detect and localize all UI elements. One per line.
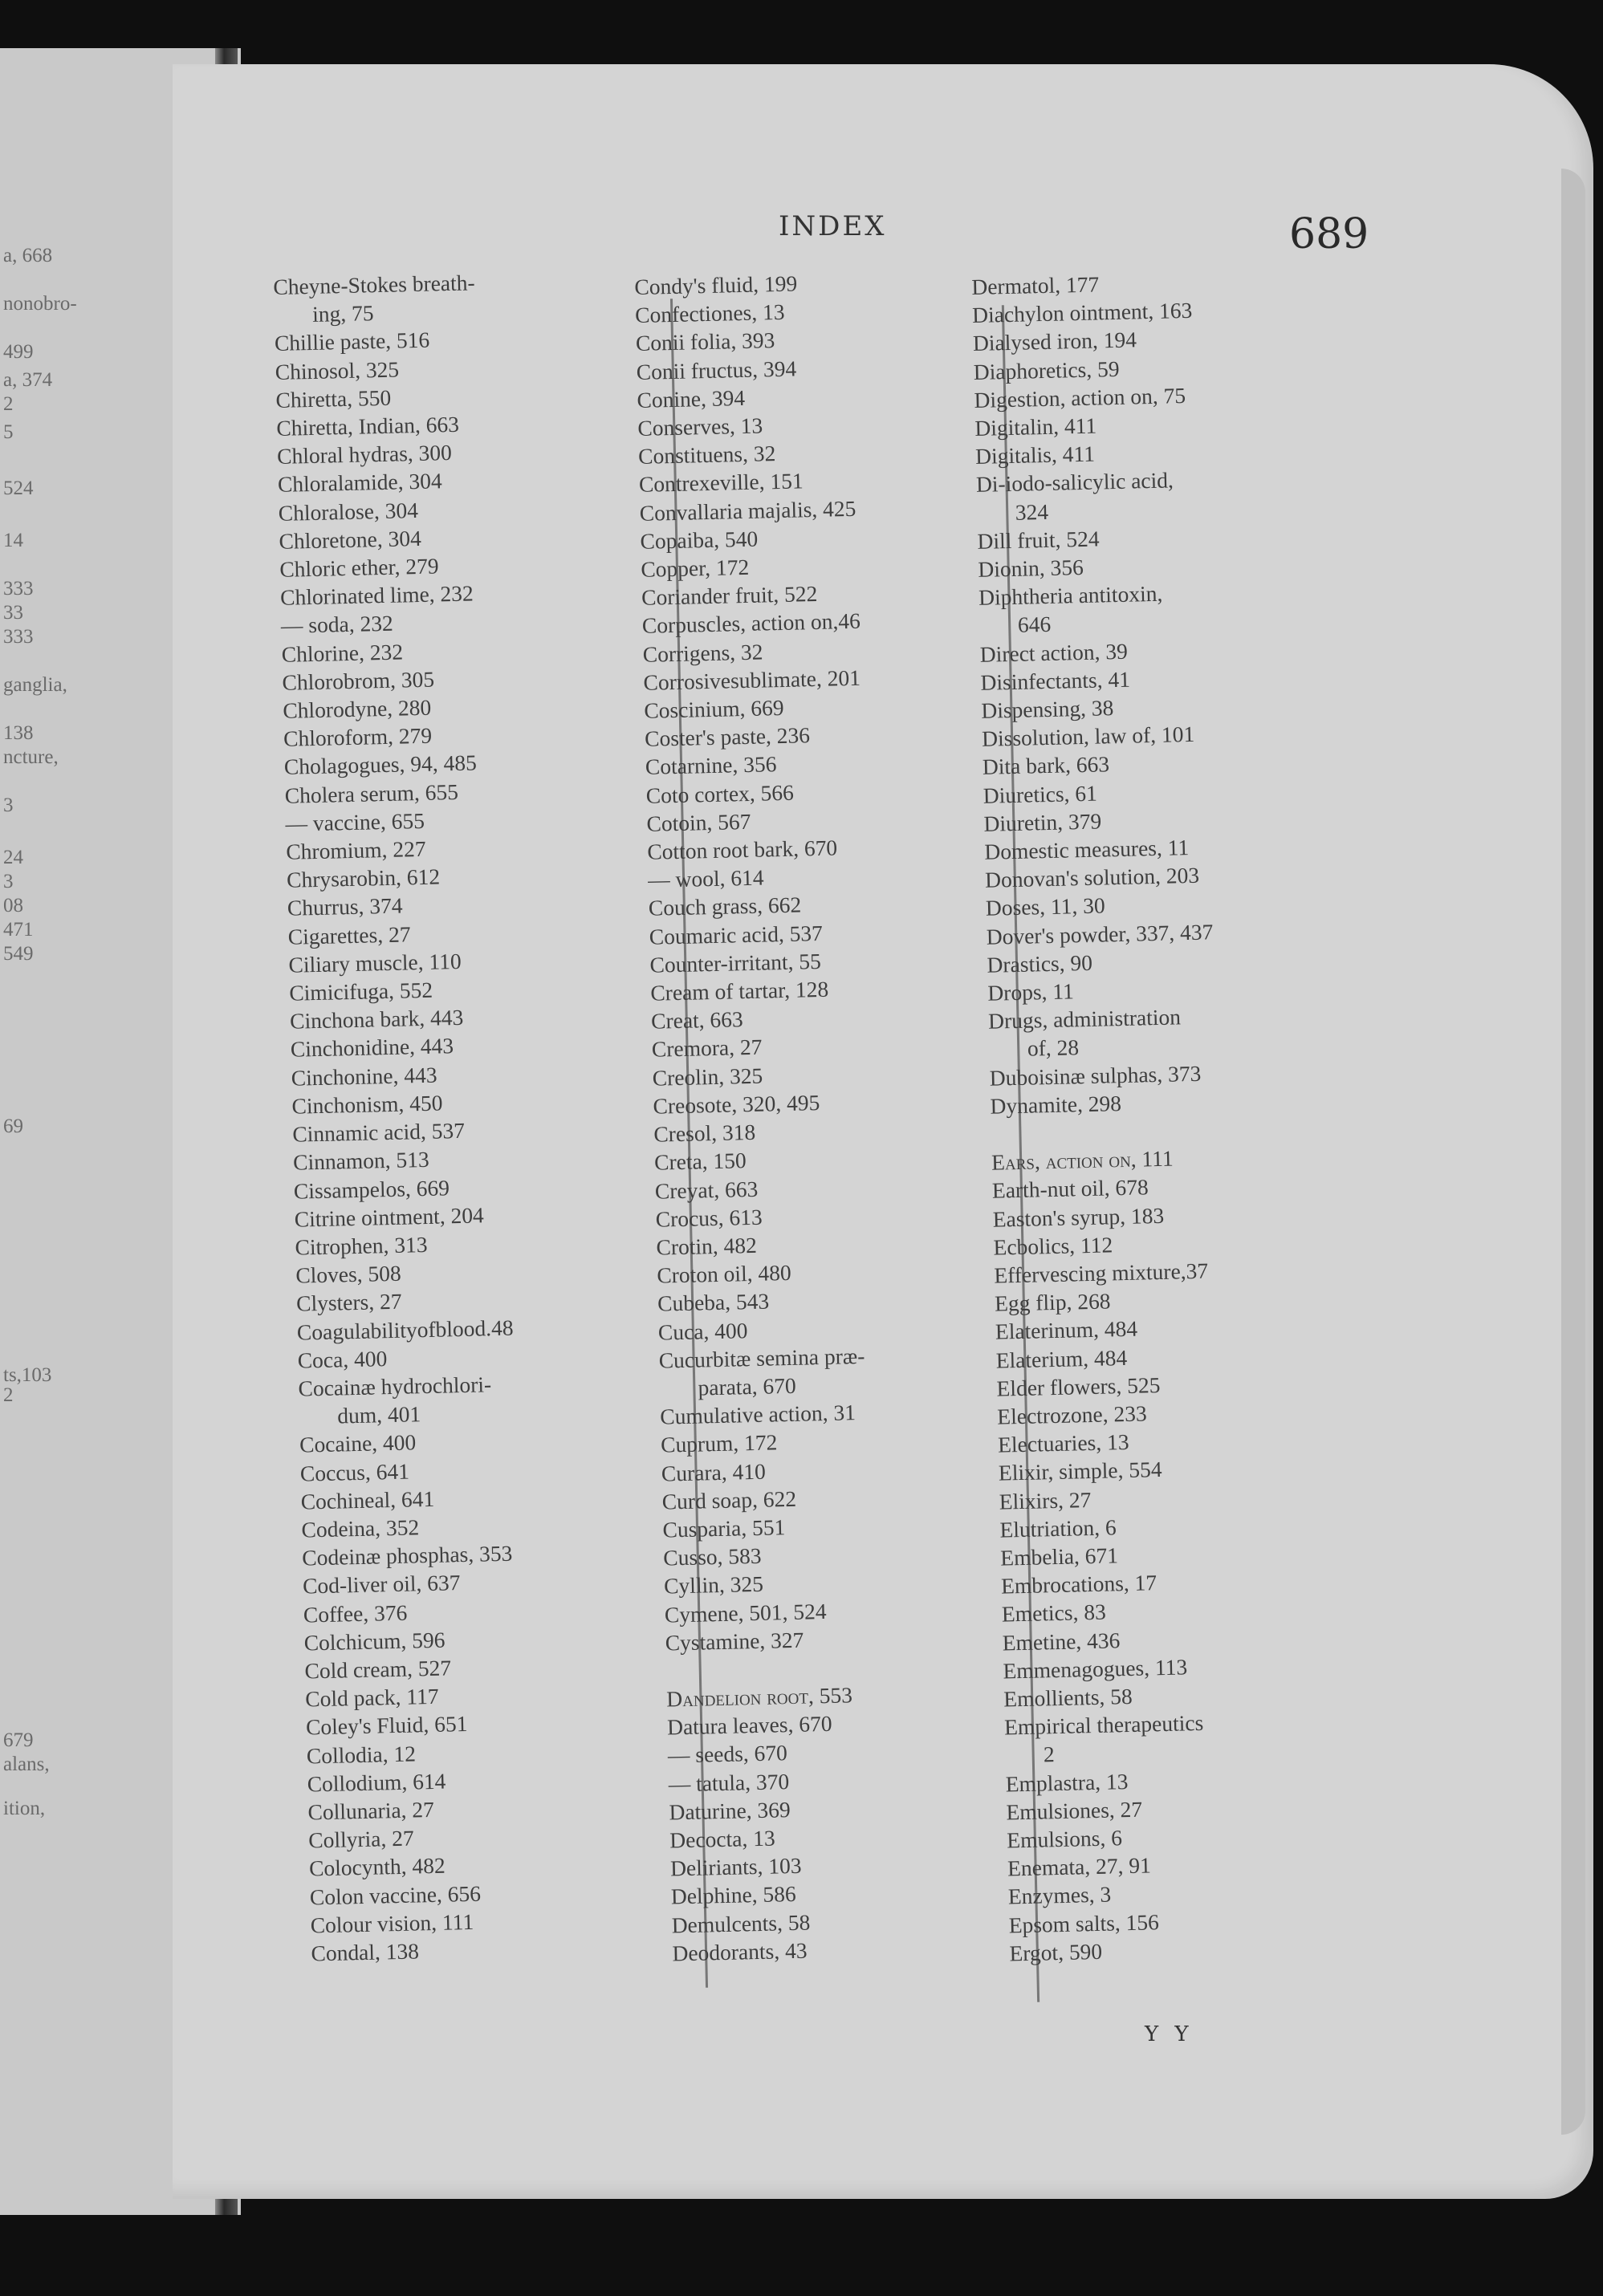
index-entry: Coumaric acid, 537: [649, 920, 824, 949]
index-entry: Dispensing, 38: [981, 695, 1114, 723]
index-entry: Chiretta, 550: [275, 384, 392, 412]
index-entry: Dialysed iron, 194: [972, 327, 1137, 356]
signature-mark: Y Y: [1145, 2022, 1194, 2046]
index-entry: Coagulabilityofblood.48: [296, 1315, 514, 1345]
index-entry: Crotin, 482: [656, 1232, 758, 1260]
index-entry: Cusso, 583: [662, 1542, 762, 1571]
facing-page-fragment: a, 668: [3, 245, 53, 266]
index-entry: Chlorinated lime, 232: [279, 580, 474, 611]
index-entry: Crocus, 613: [655, 1204, 763, 1232]
index-column-1: [273, 264, 697, 1968]
index-entry: Drugs, administration: [987, 1004, 1182, 1034]
index-entry: Chloric ether, 279: [279, 553, 439, 582]
facing-page-fragment: 471: [3, 919, 34, 941]
index-entry: Doses, 11, 30: [985, 892, 1105, 921]
index-entry: Diaphoretics, 59: [973, 356, 1120, 384]
index-entry: Deliriants, 103: [669, 1852, 802, 1881]
index-entry: Corrosivesublimate, 201: [643, 664, 861, 695]
index-entry: Conii folia, 393: [635, 327, 775, 356]
index-entry: Conine, 394: [637, 384, 746, 412]
index-entry: Cholera serum, 655: [284, 778, 459, 808]
index-entry: Coto cortex, 566: [645, 779, 795, 808]
index-entry: Easton's syrup, 183: [992, 1202, 1165, 1232]
index-entry: Colocynth, 482: [308, 1853, 446, 1881]
index-entry: Digitalin, 411: [974, 412, 1097, 441]
index-entry: Condal, 138: [311, 1938, 420, 1966]
index-entry: Chloralose, 304: [278, 497, 419, 526]
index-entry: Elutriation, 6: [999, 1514, 1117, 1542]
index-entry: Cusparia, 551: [662, 1514, 786, 1542]
facing-page-fragment: ition,: [3, 1798, 46, 1819]
index-entry: Drops, 11: [987, 978, 1075, 1006]
index-entry: Cystamine, 327: [665, 1627, 804, 1656]
index-entry: Cocaine, 400: [299, 1429, 417, 1457]
index-entry: Emollients, 58: [1003, 1683, 1133, 1712]
index-entry: — seeds, 670: [667, 1740, 788, 1768]
index-entry: Coffee, 376: [303, 1599, 408, 1628]
index-entry: Cream of tartar, 128: [650, 976, 829, 1006]
index-entry: Cimicifuga, 552: [289, 977, 433, 1006]
index-entry: Cloves, 508: [295, 1260, 402, 1288]
index-entry: Codeinæ phosphas, 353: [301, 1540, 513, 1571]
index-entry: Collunaria, 27: [307, 1796, 435, 1825]
index-entry: Creat, 663: [650, 1006, 744, 1034]
index-entry: Cissampelos, 669: [293, 1174, 450, 1204]
index-entry: Emmenagogues, 113: [1003, 1654, 1188, 1684]
index-entry: Cubeba, 543: [657, 1288, 770, 1316]
index-entry: Coca, 400: [297, 1345, 388, 1373]
index-entry: Churrus, 374: [287, 893, 403, 921]
index-entry: Coscinium, 669: [644, 694, 784, 723]
index-entry: Enzymes, 3: [1007, 1881, 1112, 1909]
facing-page-fragment: 549: [3, 943, 34, 965]
facing-page-fragment: 524: [3, 477, 34, 499]
index-entry: Demulcents, 58: [671, 1909, 811, 1938]
index-entry: Dill fruit, 524: [977, 526, 1100, 554]
index-entry: Chrysarobin, 612: [286, 864, 441, 893]
facing-page-fragment: 138: [3, 722, 34, 744]
index-entry: Croton oil, 480: [656, 1259, 791, 1288]
index-entry: — tatula, 370: [668, 1768, 790, 1797]
index-entry: Collyria, 27: [307, 1825, 415, 1853]
index-entry: Coster's paste, 236: [644, 722, 811, 752]
index-entry: Delphine, 586: [670, 1881, 797, 1909]
facing-page-fragment: 14: [3, 530, 23, 551]
facing-page-fragment: a, 374: [3, 369, 53, 391]
index-entry: Egg flip, 268: [994, 1288, 1111, 1316]
facing-page-fragment: 08: [3, 895, 23, 916]
index-entry: Counter-irritant, 55: [649, 948, 822, 977]
index-entry: Diachylon ointment, 163: [971, 297, 1193, 328]
facing-page-fragment: ncture,: [3, 746, 59, 768]
facing-page-fragment: alans,: [3, 1753, 50, 1775]
index-entry: Ears, action on, 111: [991, 1145, 1174, 1175]
facing-page-fragment: 2: [3, 1384, 14, 1406]
index-entry: Condy's fluid, 199: [634, 270, 798, 299]
index-entry: Cinchona bark, 443: [289, 1005, 464, 1034]
index-entry: Embelia, 671: [999, 1542, 1119, 1571]
index-entry: Corpuscles, action on,46: [641, 608, 861, 639]
index-entry: Conserves, 13: [637, 412, 763, 441]
facing-page-fragment: 679: [3, 1729, 34, 1751]
facing-page-fragment: ganglia,: [3, 674, 67, 696]
index-entry: Chloroform, 279: [283, 722, 433, 752]
index-entry: Citrophen, 313: [295, 1231, 428, 1260]
index-entry: Emulsiones, 27: [1006, 1796, 1143, 1825]
index-entry: Cucurbitæ semina præ-: [658, 1343, 865, 1373]
index-entry: Citrine ointment, 204: [294, 1202, 485, 1232]
index-entry: Curara, 410: [661, 1458, 767, 1486]
index-entry: Earth-nut oil, 678: [991, 1174, 1149, 1203]
index-entry: Copaiba, 540: [640, 526, 759, 554]
index-entry: Drastics, 90: [987, 949, 1093, 977]
index-entry: Couch grass, 662: [648, 892, 802, 921]
index-entry: Curd soap, 622: [661, 1485, 797, 1514]
index-entry: Cotton root bark, 670: [647, 835, 838, 864]
index-entry: Dynamite, 298: [990, 1090, 1122, 1119]
index-entry: Chillie paste, 516: [274, 327, 430, 356]
index-entry: Colchicum, 596: [303, 1627, 446, 1656]
index-entry: Diuretin, 379: [983, 808, 1102, 836]
index-entry: Conii fructus, 394: [636, 356, 797, 384]
facing-page-fragment: ts,103: [3, 1364, 52, 1386]
index-entry: Codeina, 352: [301, 1514, 420, 1542]
index-entry: Elaterinum, 484: [995, 1315, 1138, 1344]
index-entry: Ecbolics, 112: [993, 1232, 1113, 1260]
index-entry: Cinchonism, 450: [291, 1090, 443, 1119]
index-entry: Colon vaccine, 656: [309, 1880, 482, 1910]
index-entry: Chiretta, Indian, 663: [276, 411, 460, 441]
index-entry: Direct action, 39: [979, 638, 1129, 667]
index-entry: Datura leaves, 670: [666, 1711, 832, 1740]
index-entry-continuation: dum, 401: [336, 1401, 421, 1428]
index-entry: Electuaries, 13: [997, 1429, 1129, 1457]
index-entry: Cold cream, 527: [304, 1655, 452, 1684]
index-entry: Daturine, 369: [669, 1796, 791, 1825]
index-entry: Coley's Fluid, 651: [305, 1711, 468, 1740]
index-entry: Cymene, 501, 524: [664, 1598, 827, 1628]
facing-page-fragment: 3: [3, 794, 14, 816]
index-entry: Cholagogues, 94, 485: [283, 750, 478, 780]
index-entry: Dionin, 356: [978, 554, 1084, 582]
index-entry: Cocainæ hydrochlori-: [298, 1372, 492, 1401]
index-entry: Cyllin, 325: [663, 1571, 764, 1599]
index-entry: Digitalis, 411: [974, 441, 1096, 469]
page-edge: [1561, 169, 1585, 2135]
index-entry: Chromium, 227: [286, 835, 426, 864]
page-number: 689: [1289, 210, 1369, 258]
facing-page-fragment: 5: [3, 421, 14, 443]
index-entry: Copper, 172: [641, 554, 750, 582]
index-entry: Emulsions, 6: [1006, 1825, 1123, 1853]
index-entry: Ciliary muscle, 110: [288, 948, 462, 977]
index-entry: Confectiones, 13: [634, 299, 785, 328]
index-entry: Di-iodo-salicylic acid,: [975, 467, 1174, 498]
index-entry: Cheyne-Stokes breath-: [273, 270, 475, 299]
index-entry: Diuretics, 61: [983, 780, 1098, 808]
index-entry: Chloral hydras, 300: [276, 440, 453, 469]
index-entry: Cinchonine, 443: [291, 1062, 437, 1091]
index-entry: Clysters, 27: [295, 1289, 402, 1316]
index-entry: Corrigens, 32: [642, 639, 763, 667]
index-entry: Cinchonidine, 443: [290, 1033, 454, 1063]
index-entry: Cigarettes, 27: [287, 920, 411, 949]
index-entry: — wool, 614: [647, 864, 764, 893]
index-entry: Dissolution, law of, 101: [981, 721, 1195, 752]
index-entry: Creta, 150: [653, 1148, 747, 1176]
index-entry: Epsom salts, 156: [1008, 1908, 1160, 1938]
index-entry: Emetics, 83: [1001, 1599, 1107, 1627]
index-entry: Cresol, 318: [653, 1119, 756, 1147]
index-entry: Creyat, 663: [654, 1176, 759, 1204]
index-column-3: [971, 264, 1395, 1967]
index-entry: Electrozone, 233: [996, 1400, 1147, 1429]
index-entry-continuation: of, 28: [1027, 1034, 1080, 1062]
index-entry: Duboisinæ sulphas, 373: [989, 1060, 1202, 1091]
index-entry-continuation: 646: [1017, 612, 1052, 638]
index-entry: Cotarnine, 356: [645, 751, 777, 780]
facing-page-fragment: nonobro-: [3, 293, 77, 315]
facing-page-fragment: 33: [3, 602, 23, 624]
index-entry-continuation: 2: [1043, 1741, 1056, 1767]
facing-page-fragment: 3: [3, 871, 14, 892]
index-entry: Emetine, 436: [1002, 1627, 1121, 1656]
index-entry: Effervescing mixture,37: [993, 1258, 1209, 1288]
index-entry: Cuca, 400: [657, 1317, 748, 1345]
index-entry: Cotoin, 567: [646, 808, 751, 836]
facing-page-fragment: 333: [3, 626, 34, 648]
index-entry: Elixirs, 27: [999, 1486, 1092, 1514]
index-entry: Collodia, 12: [306, 1741, 417, 1769]
index-entry: Domestic measures, 11: [984, 835, 1190, 864]
facing-page-fragment: 499: [3, 341, 34, 363]
index-entry: Coriander fruit, 522: [641, 581, 818, 611]
index-entry: Empirical therapeutics: [1003, 1710, 1204, 1740]
index-entry: Chloralamide, 304: [277, 468, 442, 498]
index-entry: Chlorobrom, 305: [282, 666, 435, 695]
index-entry: Cumulative action, 31: [659, 1400, 856, 1429]
index-entry: Contrexeville, 151: [638, 468, 804, 498]
index-entry: Ergot, 590: [1009, 1938, 1103, 1966]
index-entry: Coccus, 641: [299, 1458, 410, 1486]
index-entry-continuation: parata, 670: [698, 1372, 797, 1400]
index-entry: Enemata, 27, 91: [1007, 1852, 1152, 1881]
index-entry: Donovan's solution, 203: [984, 863, 1200, 893]
index-entry: Cremora, 27: [651, 1034, 763, 1063]
index-entry: Cod-liver oil, 637: [302, 1570, 461, 1599]
index-entry-continuation: 324: [1015, 498, 1049, 525]
index-entry: — soda, 232: [280, 611, 394, 639]
index-entry: Chloretone, 304: [279, 525, 422, 554]
index-entry: Elder flowers, 525: [996, 1372, 1161, 1401]
index-entry: Dandelion root, 553: [665, 1682, 853, 1712]
index-entry: Chinosol, 325: [275, 356, 400, 384]
index-entry: Dover's powder, 337, 437: [986, 919, 1214, 949]
facing-page-fragment: 69: [3, 1115, 23, 1137]
index-entry: Cinnamon, 513: [292, 1147, 430, 1176]
index-entry-continuation: ing, 75: [311, 300, 374, 327]
index-entry: Cinnamic acid, 537: [292, 1117, 466, 1147]
index-entry: Embrocations, 17: [1000, 1570, 1157, 1599]
index-entry: Decocta, 13: [669, 1825, 775, 1853]
index-entry: Dita bark, 663: [982, 751, 1110, 780]
index-entry: Convallaria majalis, 425: [639, 495, 856, 526]
index-entry: Collodium, 614: [307, 1768, 446, 1797]
index-entry: Emplastra, 13: [1005, 1768, 1129, 1797]
facing-page-fragment: 2: [3, 393, 14, 415]
index-entry: Disinfectants, 41: [980, 666, 1131, 695]
index-entry: — vaccine, 655: [285, 807, 425, 836]
index-entry: Cuprum, 172: [660, 1429, 778, 1457]
index-entry: Elixir, simple, 554: [998, 1457, 1162, 1485]
facing-page-fragment: 24: [3, 847, 23, 868]
index-entry: Constituens, 32: [637, 441, 776, 469]
running-head: INDEX: [779, 210, 887, 242]
index-entry: Chlorine, 232: [281, 639, 404, 667]
index-entry: Chlorodyne, 280: [283, 694, 432, 723]
index-entry: Digestion, action on, 75: [974, 382, 1186, 412]
index-entry: Cochineal, 641: [300, 1485, 435, 1514]
index-entry: Diphtheria antitoxin,: [978, 580, 1163, 611]
index-entry: Elaterium, 484: [995, 1344, 1128, 1373]
index-entry: Dermatol, 177: [971, 271, 1100, 299]
index-entry: Creolin, 325: [652, 1063, 763, 1091]
facing-page-fragment: 333: [3, 578, 34, 599]
index-entry: Colour vision, 111: [310, 1908, 474, 1938]
index-entry: Deodorants, 43: [672, 1937, 808, 1966]
index-entry: Cold pack, 117: [304, 1683, 439, 1712]
index-entry: Creosote, 320, 495: [653, 1089, 820, 1119]
